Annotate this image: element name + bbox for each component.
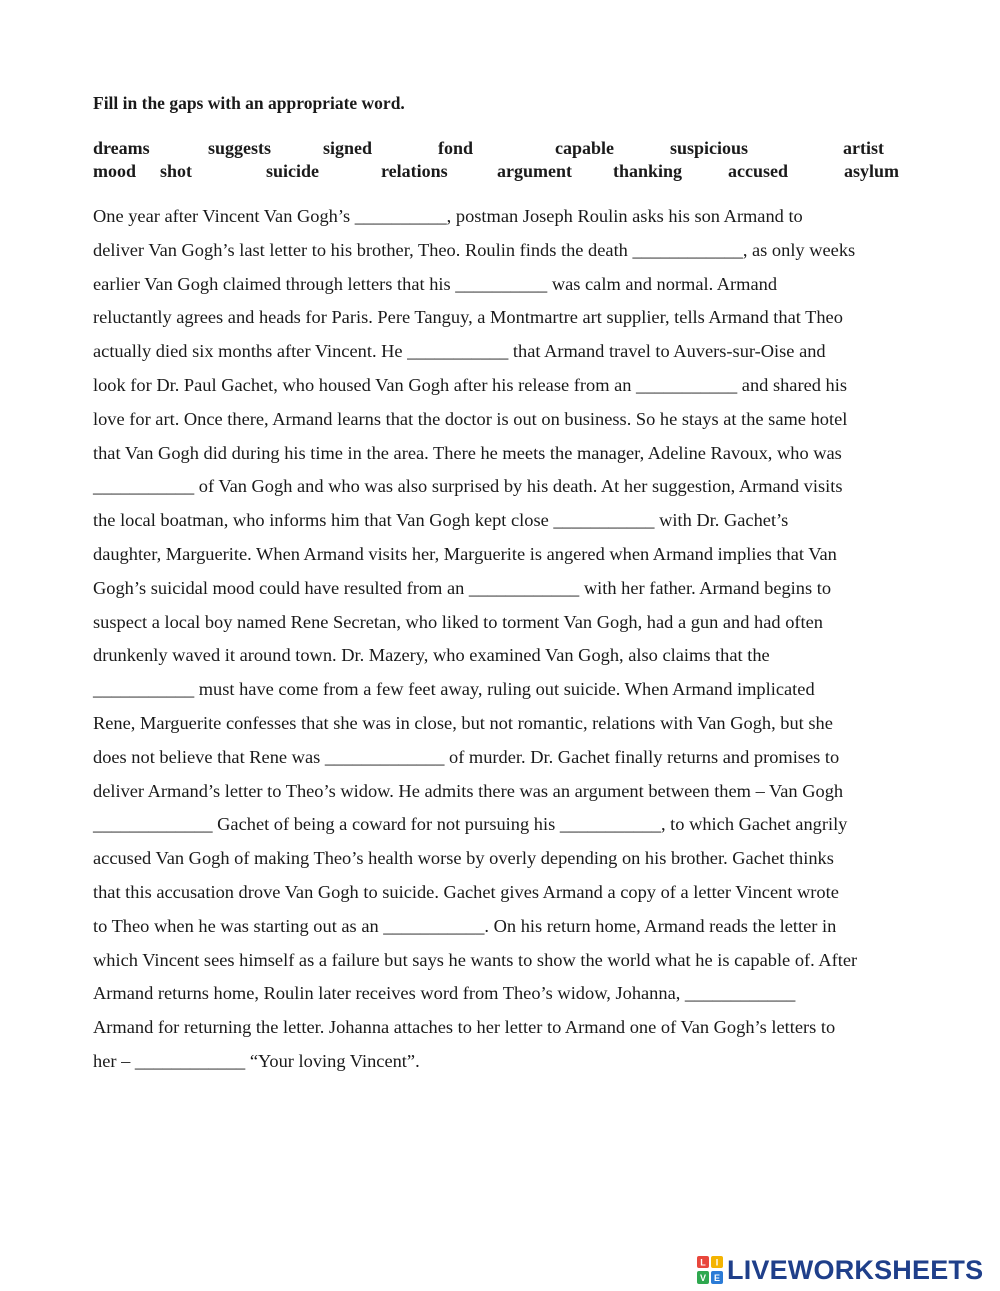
passage-line: deliver Van Gogh’s last letter to his brother, Theo. Roulin finds the death ____________, as only weeks [93,239,856,260]
passage-line: daughter, Marguerite. When Armand visits her, Marguerite is angered when Armand implies that Van [93,543,837,564]
svg-text:E: E [713,1273,721,1283]
liveworksheets-logo [697,1253,983,1287]
passage-line: _____________ Gachet of being a coward for not pursuing his ___________, to which Gachet angrily [93,814,848,835]
passage-line: drunkenly waved it around town. Dr. Mazery, who examined Van Gogh, also claims that the [93,645,770,666]
passage-line: earlier Van Gogh claimed through letters that his __________ was calm and normal. Armand [93,273,778,294]
word-bank-word: relations [381,161,448,181]
passage-line: Gogh’s suicidal mood could have resulted from an ____________ with her father. Armand begins to [93,577,832,598]
word-bank-word: capable [555,138,615,158]
passage-line: which Vincent sees himself as a failure but says he wants to show the world what he is capable of. After [93,949,858,970]
word-bank-word: dreams [93,138,150,158]
passage-line: that this accusation drove Van Gogh to suicide. Gachet gives Armand a copy of a letter Vincent wrote [93,881,839,902]
passage-line: ___________ of Van Gogh and who was also surprised by his death. At her suggestion, Armand visits [93,476,843,497]
svg-text:I: I [715,1257,719,1268]
worksheet-instruction: Fill in the gaps with an appropriate word. [93,93,405,113]
word-bank-word: mood [93,161,137,181]
passage-line: her – ____________ “Your loving Vincent”. [93,1050,420,1071]
word-bank-word: suicide [266,161,320,181]
word-bank-word: thanking [613,161,683,181]
passage-line: look for Dr. Paul Gachet, who housed Van Gogh after his release from an ___________ and shared his [93,374,848,395]
word-bank-word: accused [728,161,788,181]
passage-line: actually died six months after Vincent. He ___________ that Armand travel to Auvers-sur-Oise and [93,341,826,362]
passage-line: that Van Gogh did during his time in the area. There he meets the manager, Adeline Ravoux, who was [93,442,842,463]
passage-line: Armand for returning the letter. Johanna attaches to her letter to Armand one of Van Gogh’s letters to [93,1017,836,1038]
passage-line: does not believe that Rene was _____________ of murder. Dr. Gachet finally returns and promises to [93,746,840,767]
passage-line: ___________ must have come from a few feet away, ruling out suicide. When Armand implicated [93,679,815,700]
word-bank-word: suspicious [670,138,749,158]
passage-line: deliver Armand’s letter to Theo’s widow. He admits there was an argument between them – Van Gogh [93,780,844,801]
word-bank-word: fond [438,138,474,158]
passage-line: suspect a local boy named Rene Secretan, who liked to torment Van Gogh, had a gun and had often [93,611,823,632]
passage-line: Rene, Marguerite confesses that she was in close, but not romantic, relations with Van Gogh, but she [93,712,833,733]
word-bank-word: asylum [844,161,900,181]
passage-line: to Theo when he was starting out as an ___________. On his return home, Armand reads the letter in [93,915,837,936]
svg-text:L: L [700,1257,706,1268]
passage-line: love for art. Once there, Armand learns that the doctor is out on business. So he stays at the same hotel [93,408,848,429]
liveworksheets-logo-icon [697,1256,723,1284]
liveworksheets-logo-text: LIVEWORKSHEETS [727,1254,984,1285]
word-bank-word: signed [323,138,373,158]
word-bank-word: artist [843,138,884,158]
passage-line: accused Van Gogh of making Theo’s health worse by overly depending on his brother. Gachet thinks [93,848,834,869]
word-bank-word: argument [497,161,572,181]
svg-text:V: V [699,1273,707,1283]
word-bank-word: shot [160,161,193,181]
passage-line: Armand returns home, Roulin later receives word from Theo’s widow, Johanna, ____________ [93,983,796,1004]
passage-line: One year after Vincent Van Gogh’s __________, postman Joseph Roulin asks his son Armand to [93,206,803,226]
passage-line: the local boatman, who informs him that Van Gogh kept close ___________ with Dr. Gachet’s [93,510,789,531]
passage-line: reluctantly agrees and heads for Paris. Pere Tanguy, a Montmartre art supplier, tells Armand that Theo [93,307,843,328]
word-bank-word: suggests [208,138,272,158]
passage [93,202,857,1081]
